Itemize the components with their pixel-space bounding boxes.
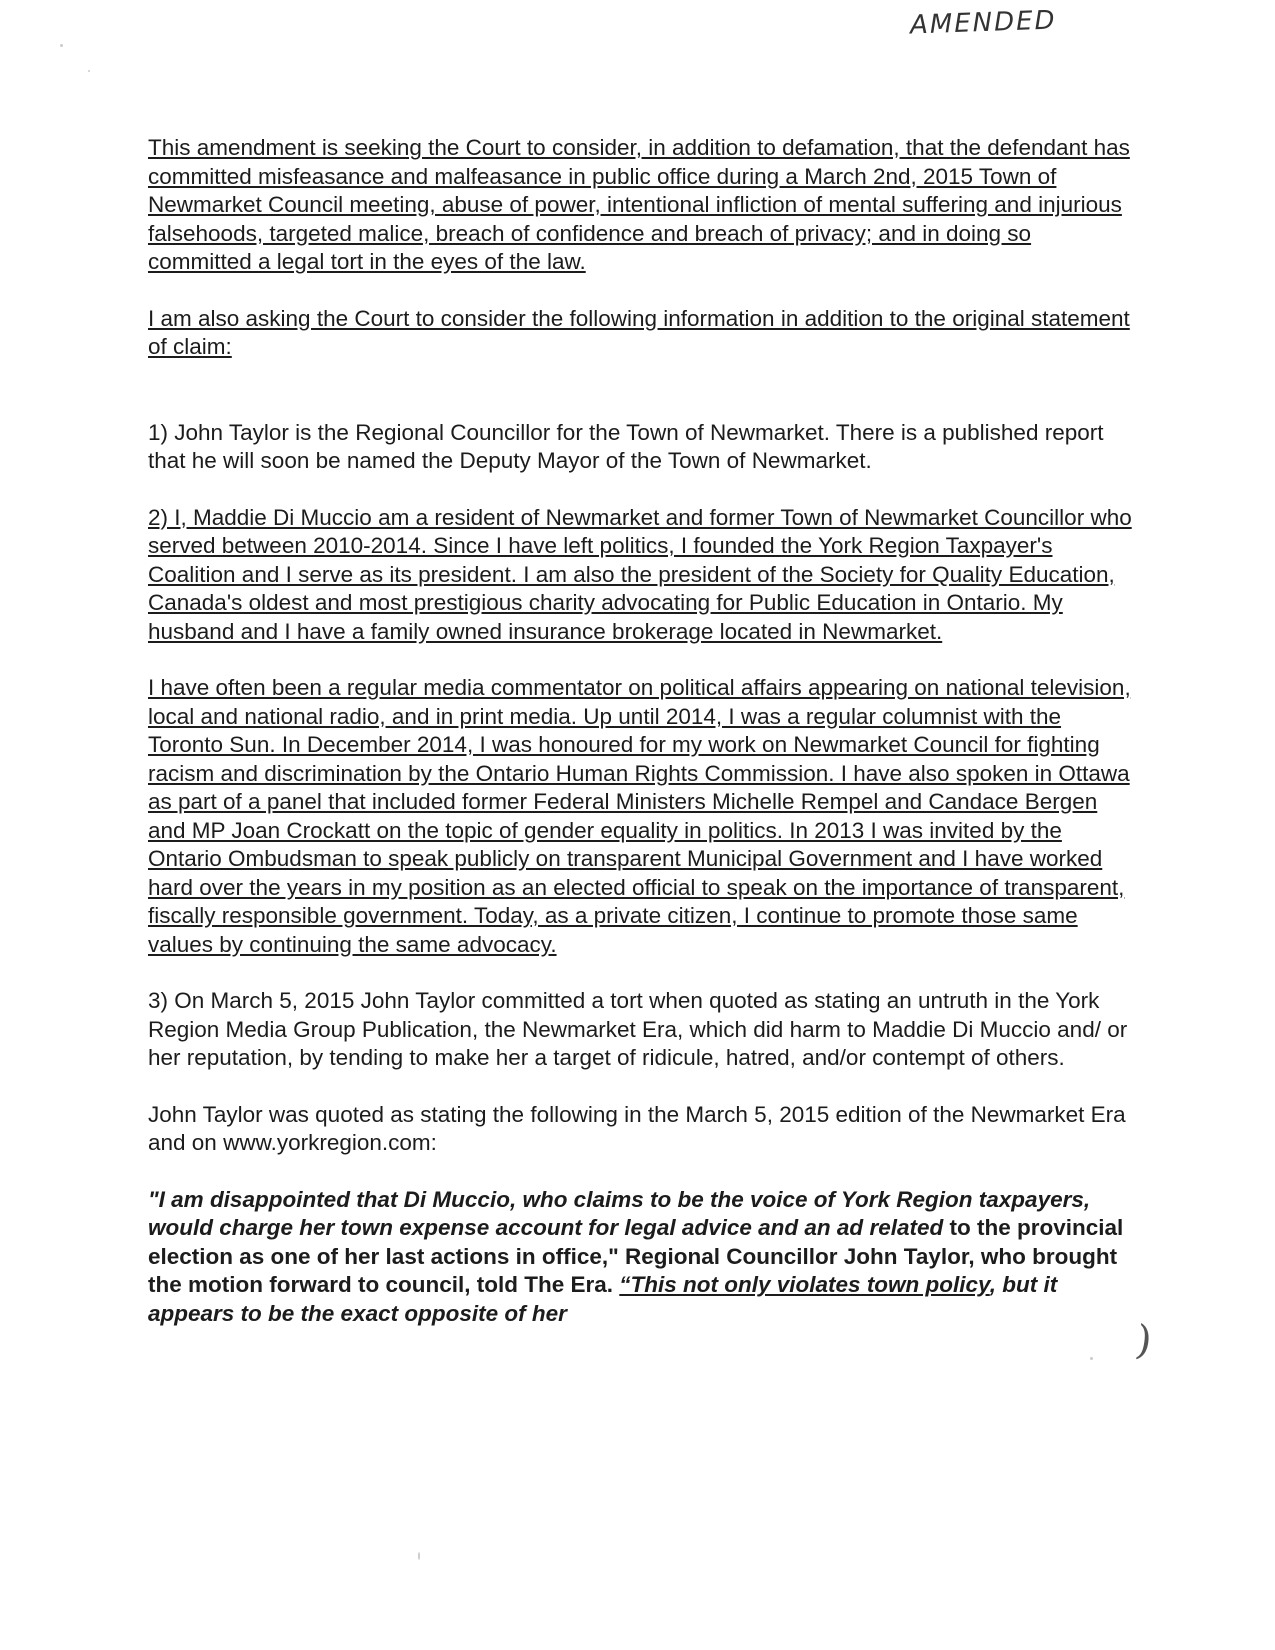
quote-intro-paragraph: John Taylor was quoted as stating the following in the March 5, 2015 edition of the Newmarket Era and on www.yorkregion.com: [148,1101,1126,1155]
quote-part-3: to the provincial election as one of her last actions in office," Regional Councillor John Taylor, who brought the motion forward to council, told The Era. [148,1215,1124,1297]
amendment-paragraph: This amendment is seeking the Court to consider, in addition to defamation, that the defendant has committed misfeasance and malfeasance in public office during a March 2nd, 2015 Town of Newmarket Council meeting, abuse of power, intentional infliction of mental suffering and injurious falsehoods, targeted malice, breach of confidence and breach of privacy; and in doing so committed a legal tort in the eyes of the law. [148,135,1130,274]
quote-part-4: “This not only violates town policy [619,1272,990,1297]
scan-speck [418,1552,420,1560]
point-1-paragraph: 1) John Taylor is the Regional Councillor for the Town of Newmarket. There is a published report that he will soon be named the Deputy Mayor of the Town of Newmarket. [148,419,1104,473]
point-2-paragraph: 2) I, Maddie Di Muccio am a resident of Newmarket and former Town of Newmarket Councillor who served between 2010-2014. Since I have left politics, I founded the York Region Taxpayer's Coalition and I serve as its president. I am also the president of the Society for Quality Education, Canada's oldest and most prestigious charity advocating for Public Education in Ontario. My husband and I have a family owned insurance brokerage located in Newmarket. [148,504,1132,644]
request-paragraph: I am also asking the Court to consider the following information in addition to the original statement of claim: [148,305,1130,359]
scan-speck [88,70,90,72]
media-commentator-paragraph: I have often been a regular media commentator on political affairs appearing on national television, local and national radio, and in print media. Up until 2014, I was a regular columnist with the Toronto Sun. In December 2014, I was honoured for my work on Newmarket Council for fighting racism and discrimination by the Ontario Human Rights Commission. I have also spoken in Ottawa as part of a panel that included former Federal Ministers Michelle Rempel and Candace Bergen and MP Joan Crockatt on the topic of gender equality in politics. In 2013 I was invited by the Ontario Ombudsman to speak publicly on transparent Municipal Government and I have worked hard over the years in my position as an elected official to speak on the importance of transparent, fiscally responsible government. Today, as a private citizen, I continue to promote those same values by continuing the same advocacy. [148,675,1131,957]
quote-part-1: "I am disappointed that Di Muccio, who claims to be the voice of York Region taxpayers, would charge her town expense account for legal advice and an ad [148,1186,1091,1240]
quote-part-2: related [869,1215,944,1240]
scan-speck [60,44,63,47]
amended-handwritten-stamp: AMENDED [909,5,1058,41]
document-body [148,134,1133,1356]
point-3-paragraph: 3) On March 5, 2015 John Taylor committed a tort when quoted as stating an untruth in the York Region Media Group Publication, the Newmarket Era, which did harm to Maddie Di Muccio and/ or her reputation, by tending to make her a target of ridicule, hatred, and/or contempt of others. [148,988,1128,1070]
quote-paragraph [148,1186,1133,1329]
scan-speck [1090,1357,1093,1360]
quote-part-5: , but it appears to be the exact opposite of her [148,1272,1058,1326]
handwritten-margin-bracket: ) [1132,1317,1155,1365]
